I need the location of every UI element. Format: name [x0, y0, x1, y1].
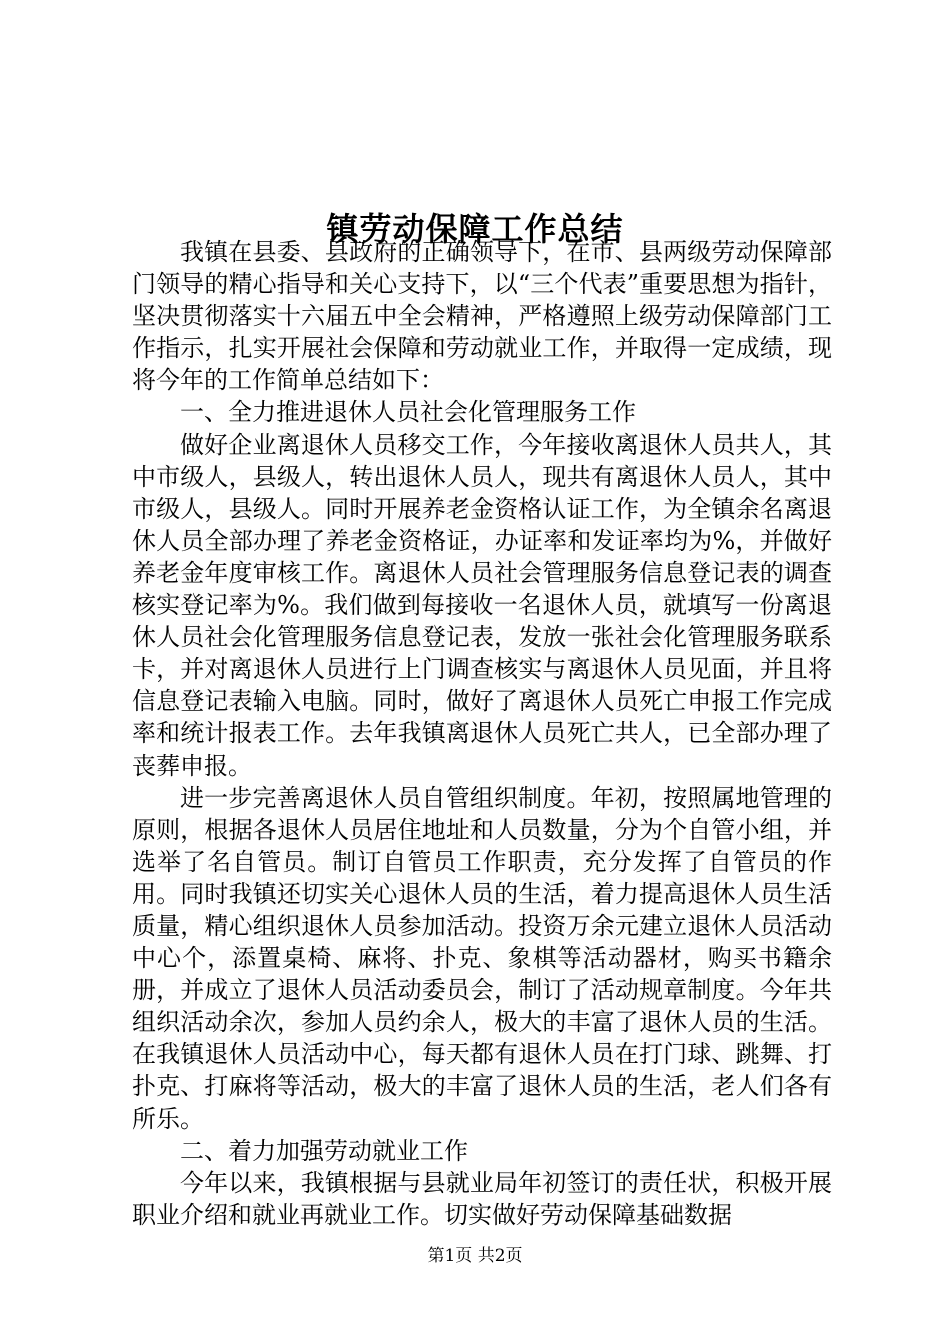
document-title: 镇劳动保障工作总结 — [326, 210, 624, 249]
document-body — [132, 236, 832, 1231]
section-2-paragraph-1: 今年以来，我镇根据与县就业局年初签订的责任状，积极开展职业介绍和就业再就业工作。切实做好劳动保障基础数据 — [132, 1168, 832, 1229]
section-heading-1: 一、全力推进退休人员社会化管理服务工作 — [180, 398, 636, 427]
intro-paragraph: 我镇在县委、县政府的正确领导下，在市、县两级劳动保障部门领导的精心指导和关心支持下，以“三个代表”重要思想为指针，坚决贯彻落实十六届五中全会精神，严格遵照上级劳动保障部门工作指示，扎实开展社会保障和劳动就业工作，并取得一定成绩，现将今年的工作简单总结如下： — [132, 238, 832, 395]
section-1-paragraph-2: 进一步完善离退休人员自管组织制度。年初，按照属地管理的原则，根据各退休人员居住地址和人员数量，分为个自管小组，并选举了名自管员。制订自管员工作职责，充分发挥了自管员的作用。同时我镇还切实关心退休人员的生活，着力提高退休人员生活质量，精心组织退休人员参加活动。投资万余元建立退休人员活动中心个，添置桌椅、麻将、扑克、象棋等活动器材，购买书籍余册，并成立了退休人员活动委员会，制订了活动规章制度。今年共组织活动余次，参加人员约余人，极大的丰富了退休人员的生活。在我镇退休人员活动中心，每天都有退休人员在打门球、跳舞、打扑克、打麻将等活动，极大的丰富了退休人员的生活，老人们各有所乐。 — [132, 783, 832, 1133]
section-heading-2: 二、着力加强劳动就业工作 — [180, 1136, 468, 1165]
section-1-paragraph-1: 做好企业离退休人员移交工作，今年接收离退休人员共人，其中市级人，县级人，转出退休人员人，现共有离退休人员人，其中市级人，县级人。同时开展养老金资格认证工作，为全镇余名离退休人员全部办理了养老金资格证，办证率和发证率均为%，并做好养老金年度审核工作。离退休人员社会管理服务信息登记表的调查核实登记率为%。我们做到每接收一名退休人员，就填写一份离退休人员社会化管理服务信息登记表，发放一张社会化管理服务联系卡，并对离退休人员进行上门调查核实与离退休人员见面，并且将信息登记表输入电脑。同时，做好了离退休人员死亡申报工作完成率和统计报表工作。去年我镇离退休人员死亡共人，已全部办理了丧葬申报。 — [132, 430, 832, 780]
page-number-footer: 第1页 共2页 — [427, 1246, 523, 1266]
